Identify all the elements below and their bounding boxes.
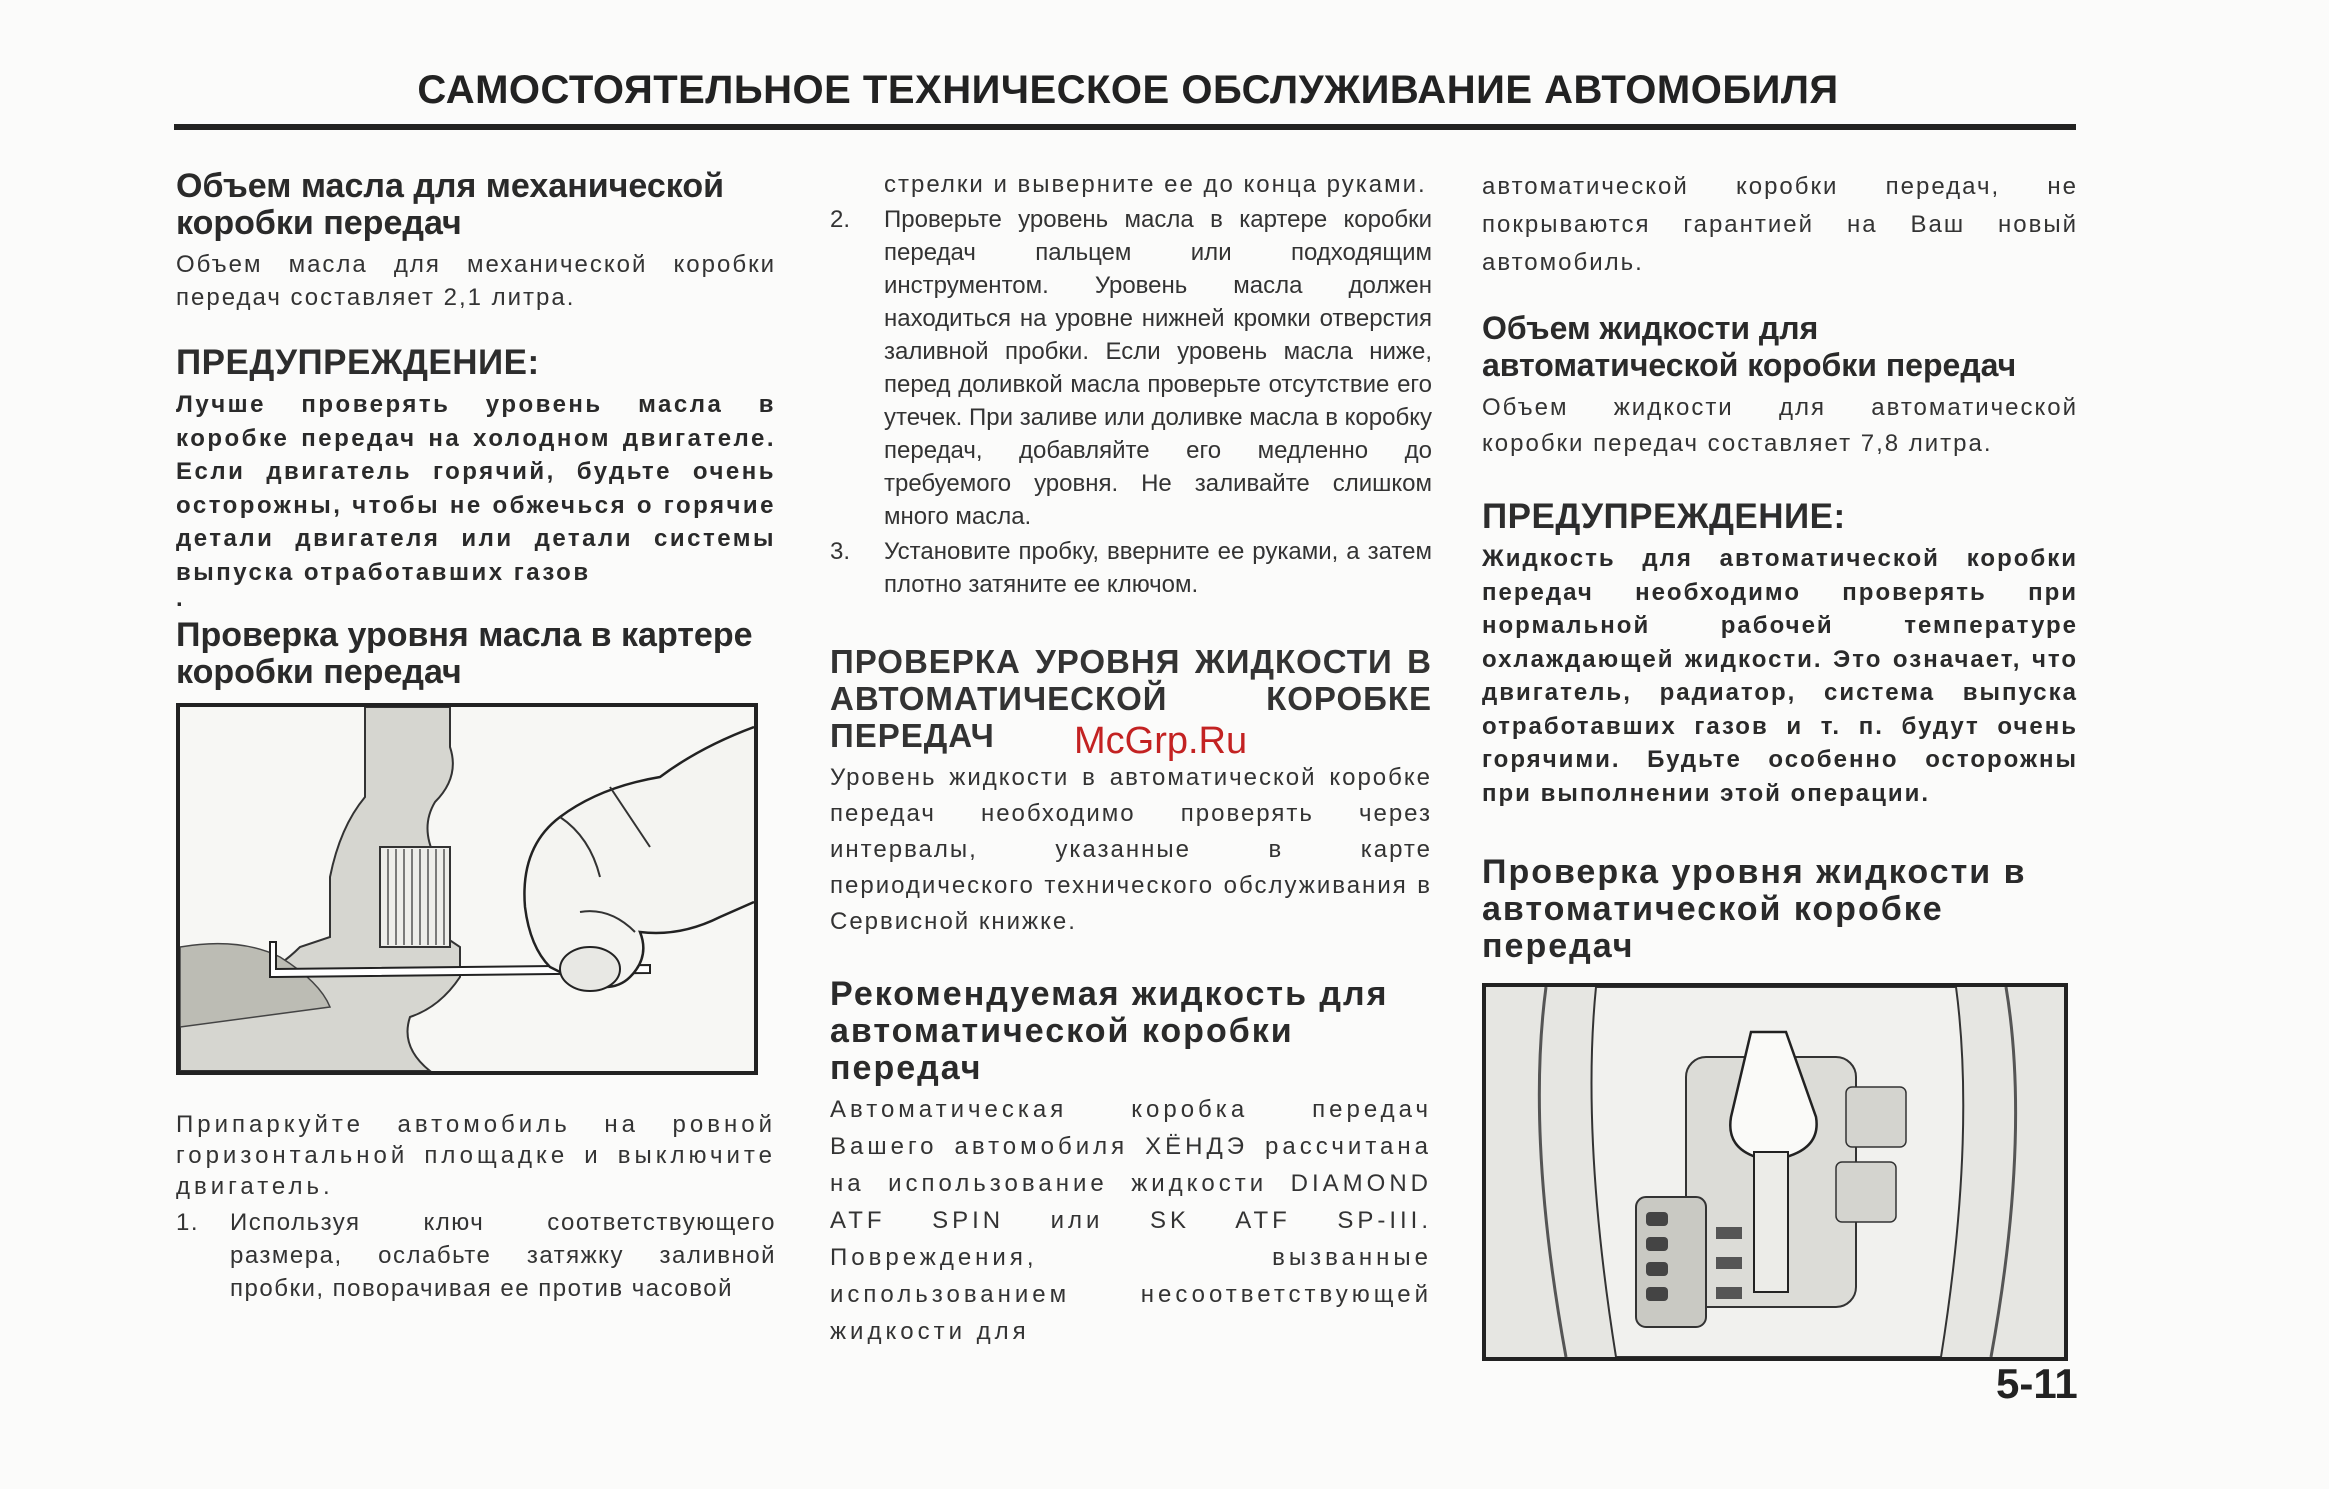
page-number: 5-11 [1996, 1360, 2078, 1407]
gear-selector-illustration [1482, 983, 2068, 1361]
page-title: САМОСТОЯТЕЛЬНОЕ ТЕХНИЧЕСКОЕ ОБСЛУЖИВАНИЕ АВТОМОБИЛЯ [417, 68, 1839, 112]
step-2-text: Проверьте уровень масла в картере коробки передач пальцем или подходящим инструментом. Уровень масла должен находиться на уровне нижней кромки отверстия заливной пробки. Если уровень масла ниже, перед доливкой масла проверьте отсутствие его утечек. При заливе или доливке масла в коробку передач, добавляйте его медленно до требуемого уровня. Не заливайте слишком много масла. [884, 206, 1432, 530]
column-right [1482, 168, 2078, 1361]
warning-heading: ПРЕДУПРЕЖДЕНИЕ: [176, 343, 540, 382]
step-2-number: 2. [830, 206, 851, 233]
step-3-number: 3. [830, 538, 851, 565]
atf-volume-text: Объем жидкости для автоматической коробки передач составляет 7,8 литра. [1482, 394, 2078, 457]
atf-level-heading: Проверка уровня жидкости в автоматической коробке передач [1482, 853, 2027, 965]
watermark: McGrp.Ru [1074, 720, 1248, 762]
recommended-fluid-heading: Рекомендуемая жидкость для автоматической коробки передач [830, 975, 1389, 1087]
warning-text: Лучше проверять уровень масла в коробке передач на холодном двигателе. Если двигатель горячий, будьте очень осторожны, чтобы не обжечься о горячие детали двигателя или детали системы выпуска отработавших газов [176, 391, 776, 586]
step-1-number: 1. [176, 1209, 200, 1236]
gear-selector-drawing [1486, 987, 2064, 1357]
manual-oil-text: Объем масла для механической коробки передач составляет 2,1 литра. [176, 251, 776, 311]
oil-check-drawing [180, 707, 754, 1071]
step-3-text: Установите пробку, вверните ее руками, а затем плотно затяните ее ключом. [884, 538, 1432, 598]
step-1 [176, 1206, 776, 1305]
warranty-text: автоматической коробки передач, не покрываются гарантией на Ваш новый автомобиль. [1482, 173, 2078, 276]
step-1-continued: стрелки и выверните ее до конца руками. [884, 171, 1427, 198]
warning-text-2: Жидкость для автоматической коробки передач необходимо проверять при нормальной рабочей температуре охлаждающей жидкости. Это означает, что двигатель, радиатор, система выпуска отработавших газов и т. п. будут очень горячими. Будьте особенно осторожны при выполнении этой операции. [1482, 545, 2078, 807]
stray-dot: . [176, 585, 183, 612]
step-3 [830, 535, 1432, 601]
check-oil-heading: Проверка уровня масла в картере коробки передач [176, 616, 753, 691]
header-rule [174, 124, 2076, 130]
column-left [176, 168, 776, 1305]
step-2 [830, 203, 1432, 533]
manual-oil-heading: Объем масла для механической коробки передач [176, 167, 725, 242]
atf-check-heading: ПРОВЕРКА УРОВНЯ ЖИДКОСТИ В АВТОМАТИЧЕСКОЙ КОРОБКЕ ПЕРЕДАЧ [830, 643, 1432, 754]
atf-volume-heading: Объем жидкости для автоматической коробки передач [1482, 310, 2017, 383]
recommended-fluid-text: Автоматическая коробка передач Вашего автомобиля ХЁНДЭ рассчитана на использование жидкости DIAMOND ATF SPIN или SK ATF SP-III. Повреждения, вызванные использованием несоответствующей жидкости для [830, 1096, 1432, 1345]
atf-check-text: Уровень жидкости в автоматической коробке передач необходимо проверять через интервалы, указанные в карте периодического технического обслуживания в Сервисной книжке. [830, 764, 1432, 935]
step-1-text: Используя ключ соответствующего размера, ослабьте затяжку заливной пробки, поворачивая ее против часовой [230, 1209, 776, 1302]
warning-heading-2: ПРЕДУПРЕЖДЕНИЕ: [1482, 497, 1846, 536]
oil-check-illustration [176, 703, 758, 1075]
park-instruction: Припаркуйте автомобиль на ровной горизонтальной площадке и выключите двигатель. [176, 1111, 776, 1200]
